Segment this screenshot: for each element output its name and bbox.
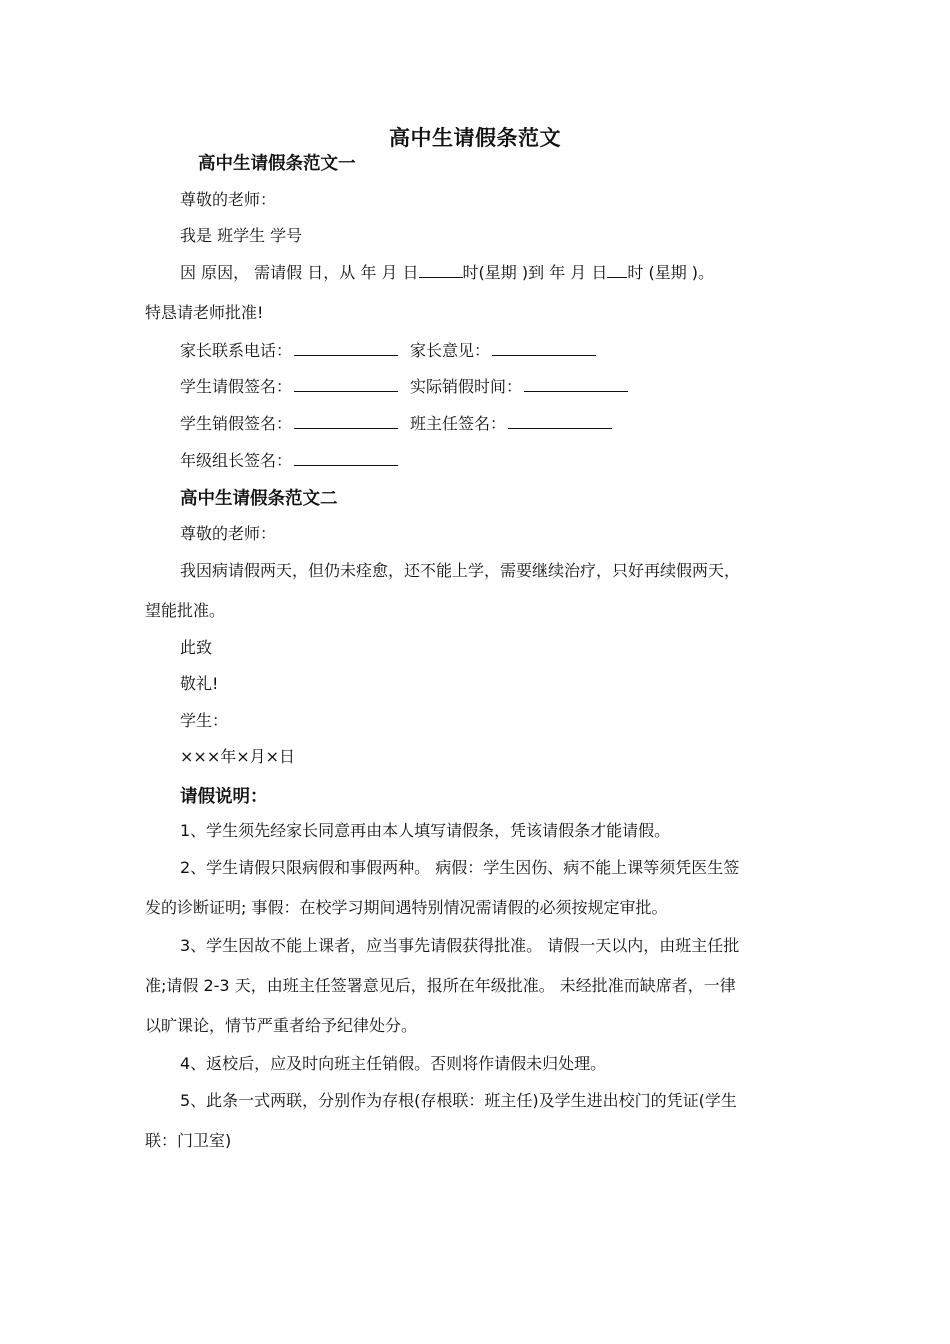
reason-text-a: 因 原因， 需请假 日，从 年 月 日 bbox=[180, 263, 419, 282]
student-leave-sign-label: 学生请假签名： bbox=[180, 377, 293, 396]
sample1-request-line: 特恳请老师批准! bbox=[145, 303, 264, 322]
sample2-body-line-1: 我因病请假两天，但仍未痊愈，还不能上学，需要继续治疗，只好再续假两天， bbox=[180, 561, 741, 580]
student-leave-sign-blank[interactable] bbox=[294, 377, 398, 392]
document-title: 高中生请假条范文 bbox=[389, 125, 561, 150]
actual-cancel-time-blank[interactable] bbox=[524, 377, 628, 392]
student-cancel-sign-label: 学生销假签名： bbox=[180, 414, 293, 433]
grade-leader-sign-blank[interactable] bbox=[294, 451, 398, 466]
parent-phone-blank[interactable] bbox=[294, 341, 398, 356]
sample1-reason-line bbox=[180, 263, 714, 283]
sample2-closing-1: 此致 bbox=[180, 638, 213, 657]
note-3-line-3: 以旷课论，情节严重者给予纪律处分。 bbox=[145, 1016, 418, 1035]
field-row-3 bbox=[180, 414, 612, 434]
sample1-identity-line: 我是 班学生 学号 bbox=[180, 226, 303, 245]
sample2-body-line-2: 望能批准。 bbox=[145, 601, 226, 620]
actual-cancel-time-label: 实际销假时间： bbox=[410, 377, 523, 396]
notes-heading: 请假说明： bbox=[180, 787, 268, 807]
note-2-line-1: 2、学生请假只限病假和事假两种。 病假：学生因伤、病不能上课等须凭医生签 bbox=[180, 858, 740, 877]
grade-leader-sign-label: 年级组长签名： bbox=[180, 451, 293, 470]
note-4: 4、返校后，应及时向班主任销假。否则将作请假未归处理。 bbox=[180, 1054, 607, 1073]
reason-text-b: 时(星期 )到 年 月 日 bbox=[462, 263, 608, 282]
sample2-date: ×××年×月×日 bbox=[180, 747, 296, 766]
note-5-line-1: 5、此条一式两联，分别作为存根(存根联：班主任)及学生进出校门的凭证(学生 bbox=[180, 1091, 737, 1110]
sample2-heading: 高中生请假条范文二 bbox=[180, 489, 338, 509]
note-2-line-2: 发的诊断证明; 事假：在校学习期间遇特别情况需请假的必须按规定审批。 bbox=[145, 898, 668, 917]
field-row-1 bbox=[180, 341, 596, 361]
note-1: 1、学生须先经家长同意再由本人填写请假条，凭该请假条才能请假。 bbox=[180, 821, 671, 840]
reason-text-c: 时 (星期 )。 bbox=[627, 263, 715, 282]
parent-opinion-blank[interactable] bbox=[492, 341, 596, 356]
note-3-line-1: 3、学生因故不能上课者，应当事先请假获得批准。 请假一天以内，由班主任批 bbox=[180, 936, 740, 955]
hour-blank[interactable] bbox=[419, 263, 463, 278]
head-teacher-sign-blank[interactable] bbox=[508, 414, 612, 429]
head-teacher-sign-label: 班主任签名： bbox=[410, 414, 507, 433]
sample1-salutation: 尊敬的老师： bbox=[180, 190, 277, 209]
parent-opinion-label: 家长意见： bbox=[410, 341, 491, 360]
sample2-signer: 学生： bbox=[180, 711, 229, 730]
sample2-closing-2: 敬礼! bbox=[180, 674, 219, 693]
field-row-4 bbox=[180, 451, 398, 471]
sample2-salutation: 尊敬的老师： bbox=[180, 524, 277, 543]
student-cancel-sign-blank[interactable] bbox=[294, 414, 398, 429]
note-5-line-2: 联：门卫室) bbox=[145, 1131, 232, 1150]
note-3-line-2: 准;请假 2-3 天，由班主任签署意见后，报所在年级批准。 未经批准而缺席者，一律 bbox=[145, 976, 736, 995]
parent-phone-label: 家长联系电话： bbox=[180, 341, 293, 360]
sample1-heading: 高中生请假条范文一 bbox=[198, 154, 356, 174]
field-row-2 bbox=[180, 377, 628, 397]
hour-blank-2[interactable] bbox=[607, 263, 627, 278]
